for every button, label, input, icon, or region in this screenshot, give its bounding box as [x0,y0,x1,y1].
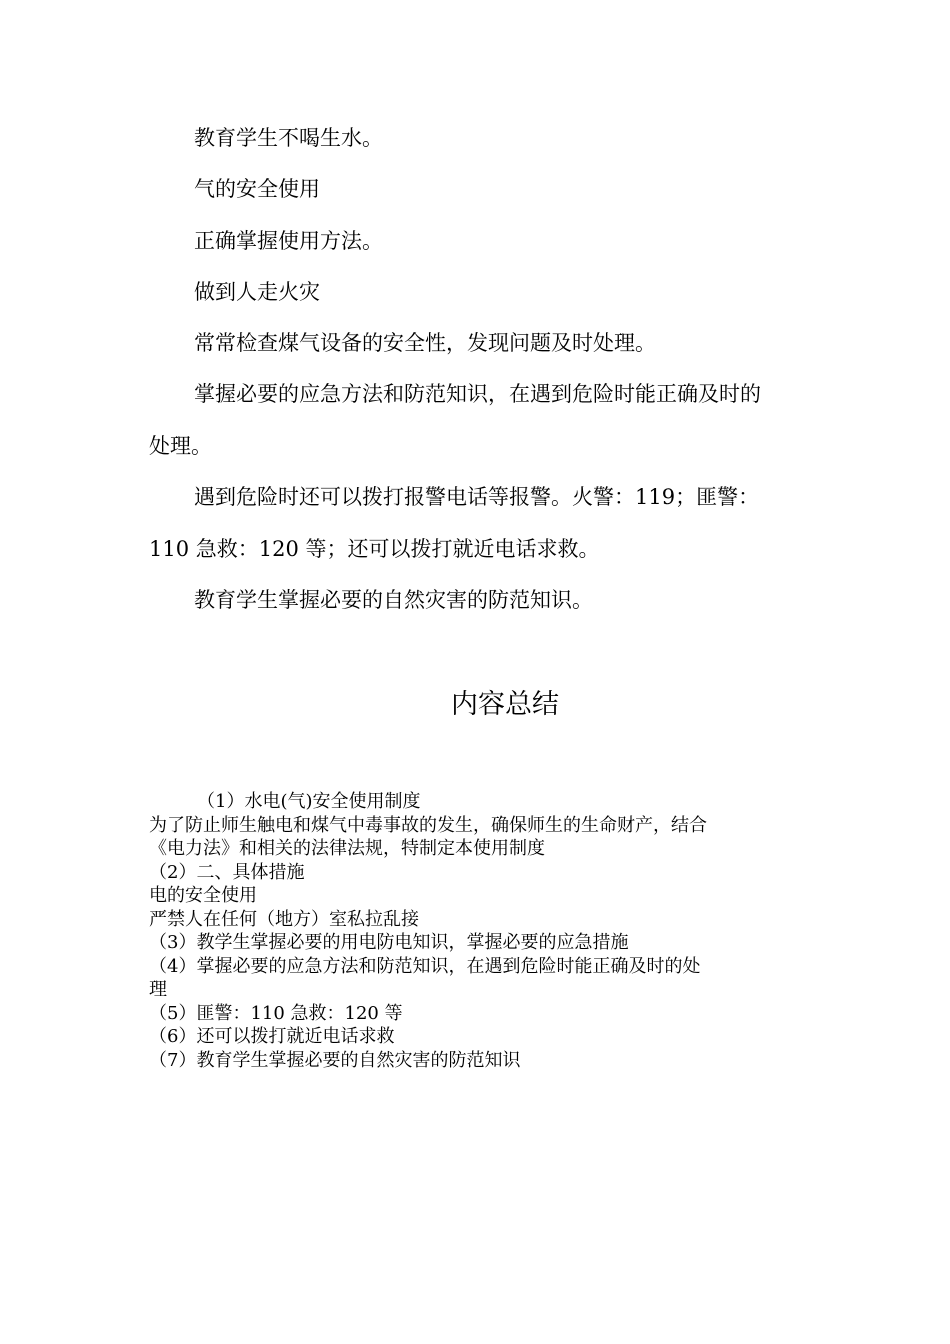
paragraph-fire-off: 做到人走火灾 [194,280,320,304]
summary-line: （6）还可以拨打就近电话求救 [149,1026,395,1047]
paragraph-natural-disaster: 教育学生掌握必要的自然灾害的防范知识。 [194,588,593,612]
summary-line: 理 [149,979,167,1000]
summary-list [149,790,809,1072]
paragraph-gas-safety-heading: 气的安全使用 [194,177,320,201]
paragraph-emergency-methods-line2: 处理。 [149,434,212,458]
summary-line: 严禁人在任何（地方）室私拉乱接 [149,908,419,930]
summary-title: 内容总结 [451,689,559,720]
paragraph-no-raw-water: 教育学生不喝生水。 [194,126,383,150]
paragraph-emergency-calls-line1: 遇到危险时还可以拨打报警电话等报警。火警：119；匪警： [194,485,760,509]
summary-line: （2）二、具体措施 [149,861,305,883]
summary-line: （1）水电(气)安全使用制度 [197,791,421,812]
paragraph-emergency-calls-line2: 110 急救：120 等；还可以拨打就近电话求救。 [149,537,600,561]
summary-line: 《电力法》和相关的法律法规，特制定本使用制度 [149,838,545,859]
summary-line: （7）教育学生掌握必要的自然灾害的防范知识 [149,1049,521,1071]
summary-line: 为了防止师生触电和煤气中毒事故的发生，确保师生的生命财产，结合 [149,814,707,836]
paragraph-correct-usage: 正确掌握使用方法。 [194,229,383,253]
summary-line: （4）掌握必要的应急方法和防范知识，在遇到危险时能正确及时的处 [149,955,701,977]
summary-line: （5）匪警：110 急救：120 等 [149,1002,403,1024]
summary-line: （3）教学生掌握必要的用电防电知识，掌握必要的应急措施 [149,932,629,953]
paragraph-emergency-methods-line1: 掌握必要的应急方法和防范知识，在遇到危险时能正确及时的 [194,382,761,406]
summary-line: 电的安全使用 [149,885,257,906]
paragraph-check-gas-equipment: 常常检查煤气设备的安全性，发现问题及时处理。 [194,331,656,355]
